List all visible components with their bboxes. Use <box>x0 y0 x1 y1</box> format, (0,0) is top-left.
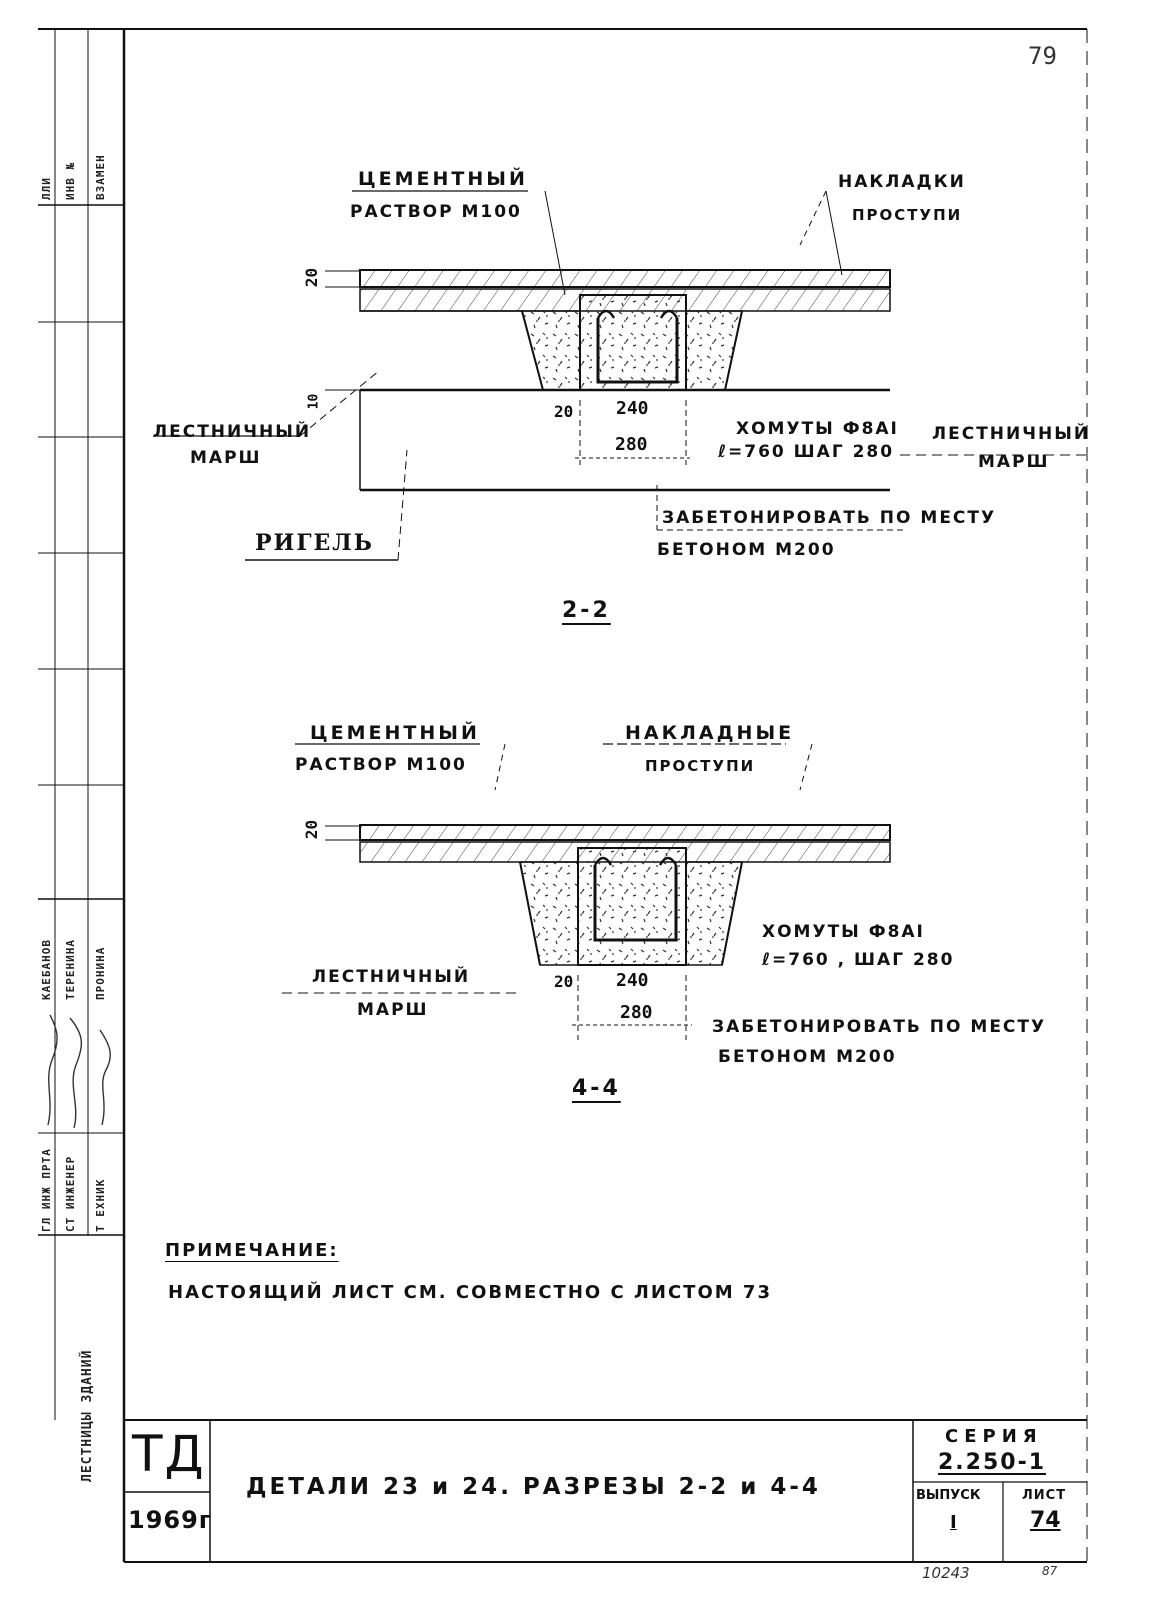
concrete-grade-4-4: БЕТОНОМ М200 <box>718 1047 897 1067</box>
dim-20-4-4: 20 <box>554 972 574 991</box>
dim-20-2-2: 20 <box>554 402 574 421</box>
section-title-2-2: 2-2 <box>562 598 611 623</box>
signatures <box>40 1010 124 1135</box>
stair-right-2-2: ЛЕСТНИЧНЫЙ <box>932 424 1091 444</box>
stamp-header-2: ИНВ № <box>64 161 77 200</box>
sheet-label: ЛИСТ <box>1022 1488 1067 1503</box>
section-4-4-drawing <box>282 744 890 1040</box>
sheet-title: ДЕТАЛИ 23 и 24. РАЗРЕЗЫ 2-2 и 4-4 <box>246 1474 821 1500</box>
concrete-4-4: ЗАБЕТОНИРОВАТЬ ПО МЕСТУ <box>712 1017 1047 1037</box>
stirrups-2-2: ХОМУТЫ Ф8АI <box>736 419 899 439</box>
dim-240-2-2: 240 <box>616 398 649 419</box>
section-title-4-4: 4-4 <box>572 1076 621 1101</box>
stair-right-2-2-b: МАРШ <box>978 452 1050 472</box>
stirrups-4-4: ХОМУТЫ Ф8АI <box>762 922 925 942</box>
ref-small: 87 <box>1042 1564 1058 1578</box>
cement-grade-2-2: РАСТВОР М100 <box>350 202 522 222</box>
stair-left-2-2-b: МАРШ <box>190 448 262 468</box>
issue-label: ВЫПУСК <box>916 1488 981 1503</box>
stair-label-4-4: ЛЕСТНИЧНЫЙ <box>312 967 471 987</box>
sheet-value: 74 <box>1030 1508 1061 1533</box>
overlay-label-2-2-b: ПРОСТУПИ <box>852 206 963 224</box>
cement-label-4-4: ЦЕМЕНТНЫЙ <box>310 722 480 744</box>
dim-top-2-2: 20 <box>302 267 322 288</box>
dim-top-4-4: 20 <box>302 819 322 840</box>
year: 1969г <box>128 1506 213 1534</box>
rigel-label: РИГЕЛЬ <box>255 530 374 556</box>
concrete-grade-2-2: БЕТОНОМ М200 <box>657 540 836 560</box>
stirrups-step-4-4: ℓ=760 , ШАГ 280 <box>762 950 955 970</box>
stamp-role-1: ГЛ ИНЖ ПРТА <box>40 1148 53 1232</box>
issue-value: I <box>950 1512 957 1533</box>
dim-240-4-4: 240 <box>616 970 649 991</box>
stamp-header-1: ЛЛИ <box>40 177 53 200</box>
dim-side-2-2: 10 <box>306 393 322 410</box>
stamp-name-2: ТЕРЕНИНА <box>64 939 77 1000</box>
overlay-label-4-4-b: ПРОСТУПИ <box>645 757 756 775</box>
stamp-name-3: ПРОНИНА <box>94 946 107 1000</box>
cement-grade-4-4: РАСТВОР М100 <box>295 755 467 775</box>
stair-left-2-2: ЛЕСТНИЧНЫЙ <box>153 422 312 442</box>
stamp-bottom-vertical: ЛЕСТНИЦЫ ЗДАНИЙ <box>80 1349 95 1482</box>
dim-280-2-2: 280 <box>615 434 648 455</box>
series-label: СЕРИЯ <box>945 1426 1043 1447</box>
stamp-role-2: СТ ИНЖЕНЕР <box>64 1155 77 1232</box>
stamp-role-3: Т ЕХНИК <box>94 1178 107 1232</box>
stair-label-4-4-b: МАРШ <box>357 1000 429 1020</box>
stamp-header-3: ВЗАМЕН <box>94 154 107 200</box>
note-text: НАСТОЯЩИЙ ЛИСТ СМ. СОВМЕСТНО С ЛИСТОМ 73 <box>168 1282 772 1303</box>
stirrups-step-2-2: ℓ=760 ШАГ 280 <box>718 442 895 462</box>
section-2-2-drawing <box>153 191 1087 560</box>
note-heading: ПРИМЕЧАНИЕ: <box>165 1240 339 1261</box>
stamp-name-1: КАЕБАНОВ <box>40 939 53 1000</box>
page-number: 79 <box>1028 42 1057 70</box>
series-value: 2.250-1 <box>938 1450 1047 1475</box>
ref-code: 10243 <box>922 1564 970 1582</box>
sheet-frame <box>38 29 1087 1562</box>
dim-280-4-4: 280 <box>620 1002 653 1023</box>
cement-label-2-2: ЦЕМЕНТНЫЙ <box>358 168 528 190</box>
overlay-label-4-4: НАКЛАДНЫЕ <box>625 722 795 744</box>
org-mark: ТД <box>132 1425 206 1483</box>
concrete-2-2: ЗАБЕТОНИРОВАТЬ ПО МЕСТУ <box>662 508 997 528</box>
overlay-label-2-2: НАКЛАДКИ <box>838 172 966 192</box>
